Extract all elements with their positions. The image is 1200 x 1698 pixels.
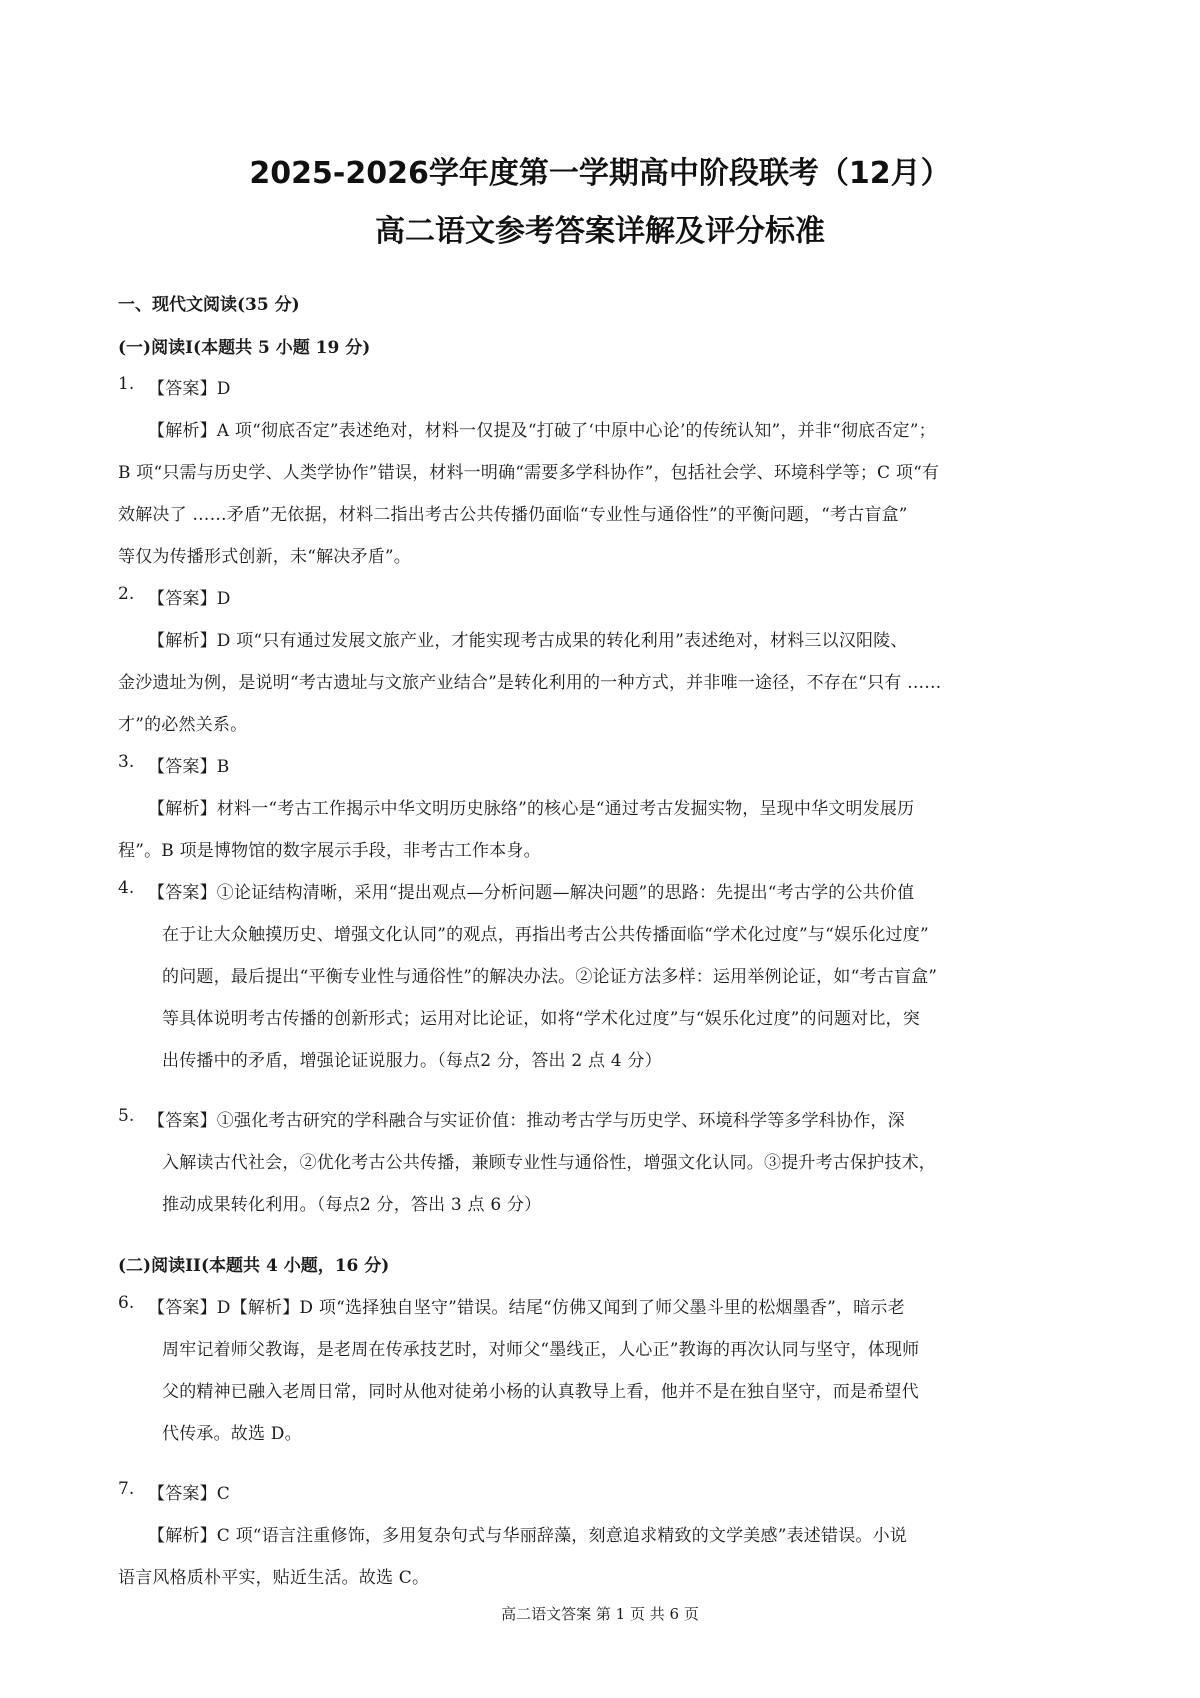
- analysis-line: 等仅为传播形式创新，未“解决矛盾”。: [118, 547, 411, 567]
- answer-label-3: 【答案】B: [148, 757, 230, 777]
- analysis-line: 程”。B 项是博物馆的数字展示手段，非考古工作本身。: [118, 841, 541, 861]
- question-number-5: 5.: [118, 1106, 135, 1126]
- analysis-line: 【解析】材料一“考古工作揭示中华文明历史脉络”的核心是“通过考古发掘实物，呈现中华文明发展历: [148, 799, 915, 819]
- analysis-line: 【解析】A 项“彻底否定”表述绝对，材料一仅提及“打破了‘中原中心论’的传统认知”，并非“彻底否定”；: [148, 421, 936, 441]
- analysis-line: 效解决了 ……矛盾”无依据，材料二指出考古公共传播仍面临“专业性与通俗性”的平衡问题，“考古盲盒”: [118, 505, 908, 525]
- analysis-line: 【解析】C 项“语言注重修饰，多用复杂句式与华丽辞藻，刻意追求精致的文学美感”表述错误。小说: [148, 1526, 907, 1546]
- question-number-1: 1.: [118, 374, 135, 394]
- question-number-4: 4.: [118, 878, 135, 898]
- section-heading-reading-1: (一)阅读I(本题共 5 小题 19 分): [118, 338, 371, 358]
- answer-line: 父的精神已融入老周日常，同时从他对徒弟小杨的认真教导上看，他并不是在独自坚守，而是希望代: [162, 1382, 919, 1402]
- answer-line: 周牢记着师父教诲，是老周在传承技艺时，对师父“墨线正，人心正”教诲的再次认同与坚守，体现师: [162, 1340, 920, 1360]
- answer-line: 【答案】D【解析】D 项“选择独自坚守”错误。结尾“仿佛又闻到了师父墨斗里的松烟墨香”，暗示老: [148, 1298, 905, 1318]
- question-number-6: 6.: [118, 1293, 135, 1313]
- answer-line: 在于让大众触摸历史、增强文化认同”的观点，再指出考古公共传播面临“学术化过度”与“娱乐化过度”: [162, 925, 929, 945]
- answer-line: 【答案】①强化考古研究的学科融合与实证价值：推动考古学与历史学、环境科学等多学科协作，深: [148, 1111, 905, 1131]
- analysis-line: 才”的必然关系。: [118, 715, 248, 735]
- question-number-7: 7.: [118, 1479, 135, 1499]
- doc-title-line2: 高二语文参考答案详解及评分标准: [375, 214, 825, 249]
- section-heading-reading-2: (二)阅读II(本题共 4 小题，16 分): [118, 1256, 390, 1276]
- answer-line: 等具体说明考古传播的创新形式；运用对比论证，如将“学术化过度”与“娱乐化过度”的问题对比，突: [162, 1009, 920, 1029]
- page-footer: 高二语文答案 第 1 页 共 6 页: [501, 1605, 699, 1623]
- answer-line: 代传承。故选 D。: [162, 1424, 302, 1444]
- answer-line: 推动成果转化利用。（每点2 分，答出 3 点 6 分）: [162, 1195, 542, 1215]
- section-heading-modern-reading: 一、现代文阅读(35 分): [118, 295, 300, 315]
- answer-label-2: 【答案】D: [148, 589, 231, 609]
- analysis-line: B 项“只需与历史学、人类学协作”错误，材料一明确“需要多学科协作”，包括社会学、环境科学等；C 项“有: [118, 463, 940, 483]
- question-number-2: 2.: [118, 584, 135, 604]
- answer-label-1: 【答案】D: [148, 379, 231, 399]
- question-number-3: 3.: [118, 752, 135, 772]
- answer-label-7: 【答案】C: [148, 1484, 231, 1504]
- answer-line: 入解读古代社会，②优化考古公共传播，兼顾专业性与通俗性，增强文化认同。③提升考古保护技术，: [162, 1153, 936, 1173]
- answer-line: 的问题，最后提出“平衡专业性与通俗性”的解决办法。②论证方法多样：运用举例论证，如“考古盲盒”: [162, 967, 938, 987]
- answer-line: 【答案】①论证结构清晰，采用“提出观点—分析问题—解决问题”的思路：先提出“考古学的公共价值: [148, 883, 915, 903]
- analysis-line: 【解析】D 项“只有通过发展文旅产业，才能实现考古成果的转化利用”表述绝对，材料三以汉阳陵、: [148, 631, 908, 651]
- analysis-line: 金沙遗址为例，是说明“考古遗址与文旅产业结合”是转化利用的一种方式，并非唯一途径，不存在“只有 ……: [118, 673, 942, 693]
- answer-line: 出传播中的矛盾，增强论证说服力。（每点2 分，答出 2 点 4 分）: [162, 1051, 662, 1071]
- analysis-line: 语言风格质朴平实，贴近生活。故选 C。: [118, 1568, 430, 1588]
- doc-title-line1: 2025-2026学年度第一学期高中阶段联考（12月）: [249, 156, 951, 191]
